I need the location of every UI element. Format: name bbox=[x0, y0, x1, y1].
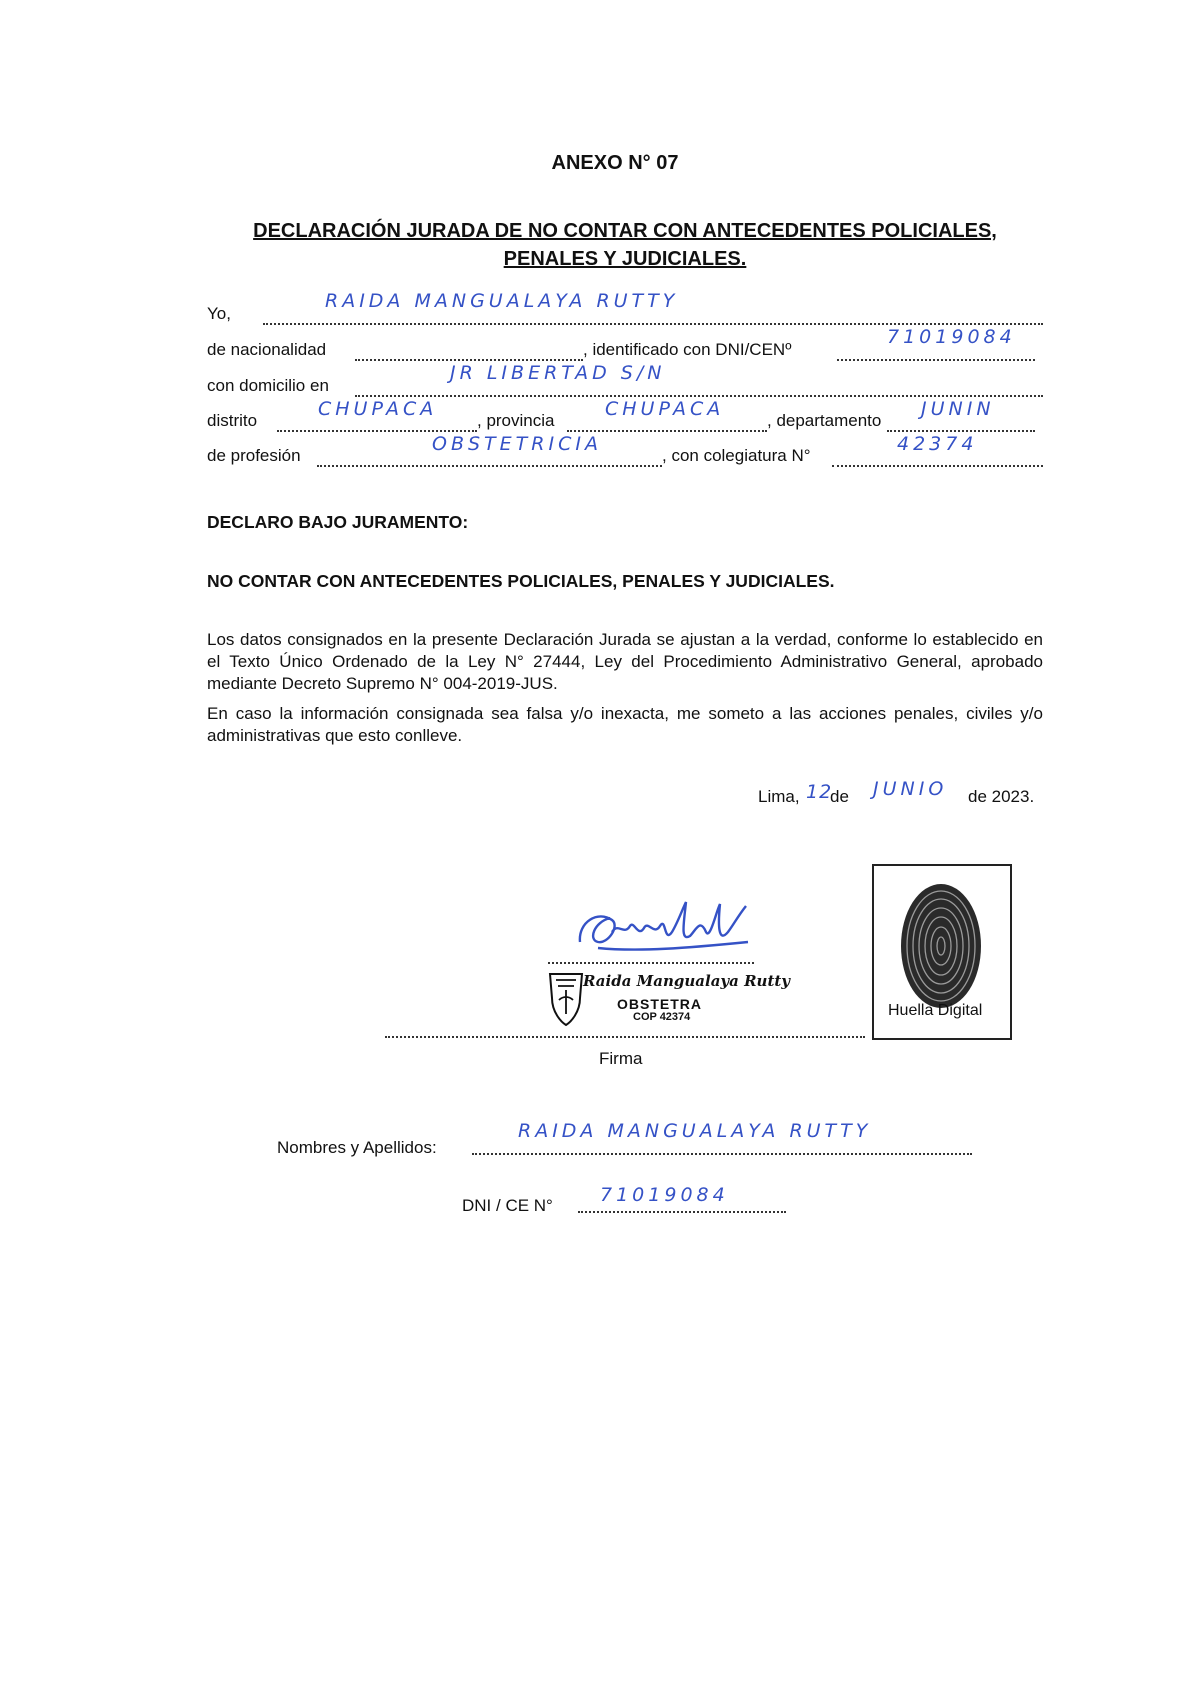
dotted-line bbox=[837, 359, 1035, 361]
dotted-line bbox=[317, 465, 662, 467]
signature-stamp-dots bbox=[548, 962, 754, 964]
dotted-line bbox=[355, 395, 1043, 397]
title-line-1: DECLARACIÓN JURADA DE NO CONTAR CON ANTECEDENTES POLICIALES, bbox=[253, 220, 997, 242]
handwritten-day: 12 bbox=[806, 781, 833, 803]
annex-number: ANEXO N° 07 bbox=[551, 152, 679, 174]
dotted-line bbox=[567, 430, 767, 432]
address-label: con domicilio en bbox=[207, 376, 329, 395]
title-line-2: PENALES Y JUDICIALES. bbox=[503, 248, 747, 270]
handwritten-address: JR LIBERTAD S/N bbox=[450, 362, 666, 384]
paragraph-consequences: En caso la información consignada sea falsa y/o inexacta, me someto a las acciones penales, civiles y/o administrativas que esto conlleve. bbox=[207, 704, 1043, 745]
declaration-heading: DECLARO BAJO JURAMENTO: bbox=[207, 512, 469, 532]
handwritten-district: CHUPACA bbox=[318, 398, 438, 420]
dotted-line bbox=[263, 323, 1043, 325]
paragraph-legal-basis: Los datos consignados en la presente Declaración Jurada se ajustan a la verdad, conforme lo establecido en el Texto Único Ordenado de la Ley N° 27444, Ley del Procedimiento Administrativo General, aprobado mediante Decreto Supremo N° 004-2019-JUS. bbox=[207, 630, 1043, 693]
dotted-line bbox=[472, 1153, 972, 1155]
registry-label: , con colegiatura N° bbox=[662, 446, 811, 465]
fingerprint-label: Huella Digital bbox=[888, 1002, 983, 1019]
dotted-line bbox=[277, 430, 477, 432]
handwritten-dni: 71019084 bbox=[887, 326, 1016, 348]
handwritten-profession: OBSTETRICIA bbox=[432, 433, 602, 455]
signature-scribble bbox=[568, 892, 758, 964]
names-label: Nombres y Apellidos: bbox=[277, 1138, 437, 1157]
document-title bbox=[0, 217, 1200, 273]
fingerprint-box bbox=[872, 864, 1012, 1040]
handwritten-month: JUNIO bbox=[873, 778, 948, 800]
yo-label: Yo, bbox=[207, 304, 231, 323]
dotted-line bbox=[832, 465, 1043, 467]
footer-dni-label: DNI / CE N° bbox=[462, 1196, 553, 1215]
handwritten-province: CHUPACA bbox=[605, 398, 725, 420]
stamp-title: OBSTETRA bbox=[617, 996, 702, 1012]
dotted-line bbox=[578, 1211, 786, 1213]
department-label: , departamento bbox=[767, 411, 882, 430]
firma-label: Firma bbox=[599, 1049, 643, 1068]
date-place: Lima, bbox=[758, 787, 800, 806]
date-year: de 2023. bbox=[968, 787, 1035, 806]
province-label: , provincia bbox=[477, 411, 555, 430]
declaration-statement: NO CONTAR CON ANTECEDENTES POLICIALES, PENALES Y JUDICIALES. bbox=[207, 571, 835, 591]
dotted-line bbox=[887, 430, 1035, 432]
nationality-label: de nacionalidad bbox=[207, 340, 327, 359]
date-de: de bbox=[830, 787, 849, 806]
handwritten-department: JUNIN bbox=[921, 398, 995, 420]
emblem-icon bbox=[547, 970, 585, 1028]
profession-label: de profesión bbox=[207, 446, 301, 465]
district-label: distrito bbox=[207, 411, 258, 430]
fingerprint-icon bbox=[896, 880, 986, 1012]
signature-line bbox=[385, 1036, 865, 1038]
handwritten-full-name: RAIDA MANGUALAYA RUTTY bbox=[518, 1120, 872, 1142]
handwritten-registry: 42374 bbox=[897, 433, 978, 455]
stamp-cop: COP 42374 bbox=[633, 1011, 691, 1023]
handwritten-name: RAIDA MANGUALAYA RUTTY bbox=[325, 290, 679, 312]
id-label: , identificado con DNI/CENº bbox=[583, 340, 792, 359]
stamp-name: Raida Mangualaya Rutty bbox=[583, 972, 791, 990]
dotted-line bbox=[355, 359, 583, 361]
handwritten-footer-dni: 71019084 bbox=[600, 1184, 729, 1206]
